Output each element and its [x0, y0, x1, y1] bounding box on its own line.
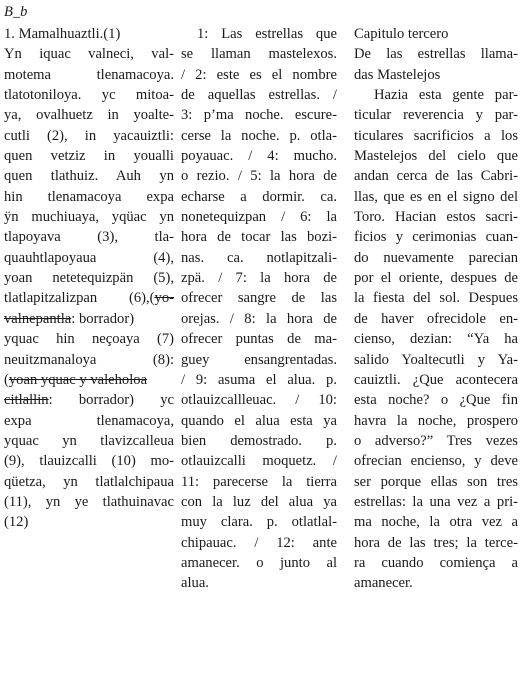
text-line: echarse a dormir. ca. [181, 188, 337, 205]
text-line: / 2: este es el nombre [181, 66, 337, 83]
text-line: orejas. / 8: la hora de [181, 310, 337, 327]
text-line: yquac hin neçoaya (7) [4, 331, 174, 348]
text-line [4, 370, 174, 390]
text-line: nas. ca. notlapitzali- [181, 249, 337, 266]
text-line: salido Yoaltecutli y Ya- [354, 351, 518, 368]
text-line: quen vetziz in youalli [4, 148, 174, 165]
text-line: alua. [181, 575, 209, 592]
text-line: hora de las tres; la terce- [354, 534, 518, 551]
text-line: yoan netetequizpän (5), [4, 270, 174, 287]
text-line: hin tlenamacoya expa [4, 188, 174, 205]
text-line: amanecer. o junto al [181, 554, 337, 571]
text-line: ra cuando comiença a [354, 554, 518, 571]
text-line: otlauizcalli moquetz. / [181, 453, 337, 470]
text-line: do nuevamente parecian [354, 249, 518, 266]
text-line: de aquellas estrellas. / [181, 87, 337, 104]
chapter-title: Capitulo tercero [354, 26, 449, 42]
text-line: cerse la noche. p. otla- [181, 127, 337, 144]
text-line: tlatotoniloya. yc mitoa- [4, 87, 174, 104]
text-line: nonetequizpan / 6: la [181, 209, 337, 226]
struck-text: yoan yquac y valeholoa [8, 371, 148, 388]
text-line: ticulares sacrificios a los [354, 127, 518, 144]
text-line: esta noche? o ¿Que fin [354, 392, 518, 409]
text-line: yquac yn tlavizcalleua [4, 432, 174, 449]
text-line: ofrecer puntas de ma- [181, 331, 337, 348]
text-line: havra la noche, prospero [354, 412, 518, 429]
text-line: (12) [4, 514, 29, 531]
text-line: con la luz del alua ya [181, 493, 337, 510]
struck-text: citlallin [4, 392, 49, 409]
text-line: expa tlenamacoya, [4, 412, 174, 429]
text-line: motema tlenamacoya. [4, 66, 174, 83]
text-line: cutli (2), in yacauiztli: [4, 127, 174, 144]
text-line: ofrecian encienso, y deve [354, 453, 518, 470]
text-line: quen tlathuiz. Auh yn [4, 168, 174, 185]
text-line: quando el alua esta ya [181, 412, 337, 429]
struck-text: valnepantla [4, 310, 72, 327]
text-line [4, 309, 174, 329]
chapter-subtitle: das Mastelejos [354, 66, 441, 83]
text-line: por el oriente, despues de [354, 270, 518, 287]
gloss-column [181, 24, 337, 594]
text-line [4, 288, 174, 308]
text-line: o adverso?” Tres vezes [354, 432, 518, 449]
text-line: se llaman mastelexos. [181, 46, 337, 63]
text-line: ya, ovalhuetz in yoalte- [4, 107, 174, 124]
text-line: Hazia esta gente par- [374, 87, 518, 104]
nahuatl-column [4, 24, 174, 533]
text-line [4, 390, 174, 410]
text-line: ÿn muchiuaya, yqüac yn [4, 209, 174, 226]
text-line: bien demostrado. p. [181, 432, 337, 449]
text-line: o rezio. / 5: la hora de [181, 168, 337, 185]
text-line: andan cerca de las Cabri- [354, 168, 518, 185]
text-line: cauiztli. ¿Que acontecera [354, 371, 518, 388]
text-line: 3: p’ma noche. escure- [181, 107, 337, 124]
text-line: ma noche, la otra vez a [354, 514, 518, 531]
text-line: (11), yn ye tlathuinavac [4, 493, 174, 510]
text-line: ofrecer sangre de las [181, 290, 337, 307]
text-line: tlapoyava (3), tla- [4, 229, 174, 246]
text-line: cienso, dezian: “Ya ha [354, 331, 518, 348]
text-line: (9), tlauizcalli (10) mo- [4, 453, 174, 470]
text-line: llas, que es en el signo del [354, 188, 518, 205]
text-line: otlauizcallleuac. / 10: [181, 392, 337, 409]
text-line: ser porque ellas son tres [354, 473, 518, 490]
chapter-column [354, 24, 518, 594]
text-line: 1. Mamalhuaztli.(1) [4, 26, 121, 42]
text-line: poyauac. / 4: mucho. [181, 148, 337, 165]
text-line: Toro. Hacian estos sacri- [354, 209, 518, 226]
text-fragment: : borrador) [71, 310, 135, 327]
chapter-subtitle: De las estrellas llama- [354, 46, 518, 63]
text-line: la fiesta del sol. Despues [354, 290, 518, 307]
text-line: quauhtlapoyaua (4), [4, 249, 174, 266]
text-fragment: tlatlapitzalizpan (6),( [4, 290, 155, 307]
text-line: neuitzmanaloya (8): [4, 351, 174, 368]
text-line: Yn iquac valneci, val- [4, 46, 174, 63]
text-line: estrellas: la una vez a pri- [354, 493, 518, 510]
text-line: de haver ofrecidole en- [354, 310, 518, 327]
text-line: 1: Las estrellas que [197, 26, 337, 42]
struck-text: yo- [154, 290, 174, 307]
text-line: chipauac. / 12: ante [181, 534, 337, 551]
text-line: zpä. / 7: la hora de [181, 270, 337, 287]
text-fragment: ( [4, 371, 9, 388]
text-line: ficios y cerimonias cuan- [354, 229, 518, 246]
text-fragment: : borrador) yc [48, 392, 174, 409]
text-line: / 9: asuma el alua. p. [181, 371, 337, 388]
text-line: qüetza, yn tlatlalchipaua [4, 473, 174, 490]
page-label: B_b [4, 4, 28, 20]
text-line: muy clara. p. otlatlal- [181, 514, 337, 531]
text-line: hora de tocar las bozi- [181, 229, 337, 246]
text-line: 11: parecerse la tierra [181, 473, 337, 490]
text-line: ticular reverencia y par- [354, 107, 518, 124]
text-line: guey ensangrentadas. [181, 351, 337, 368]
text-line: amanecer. [354, 575, 413, 592]
text-line: Mastelejos del cielo que [354, 148, 518, 165]
